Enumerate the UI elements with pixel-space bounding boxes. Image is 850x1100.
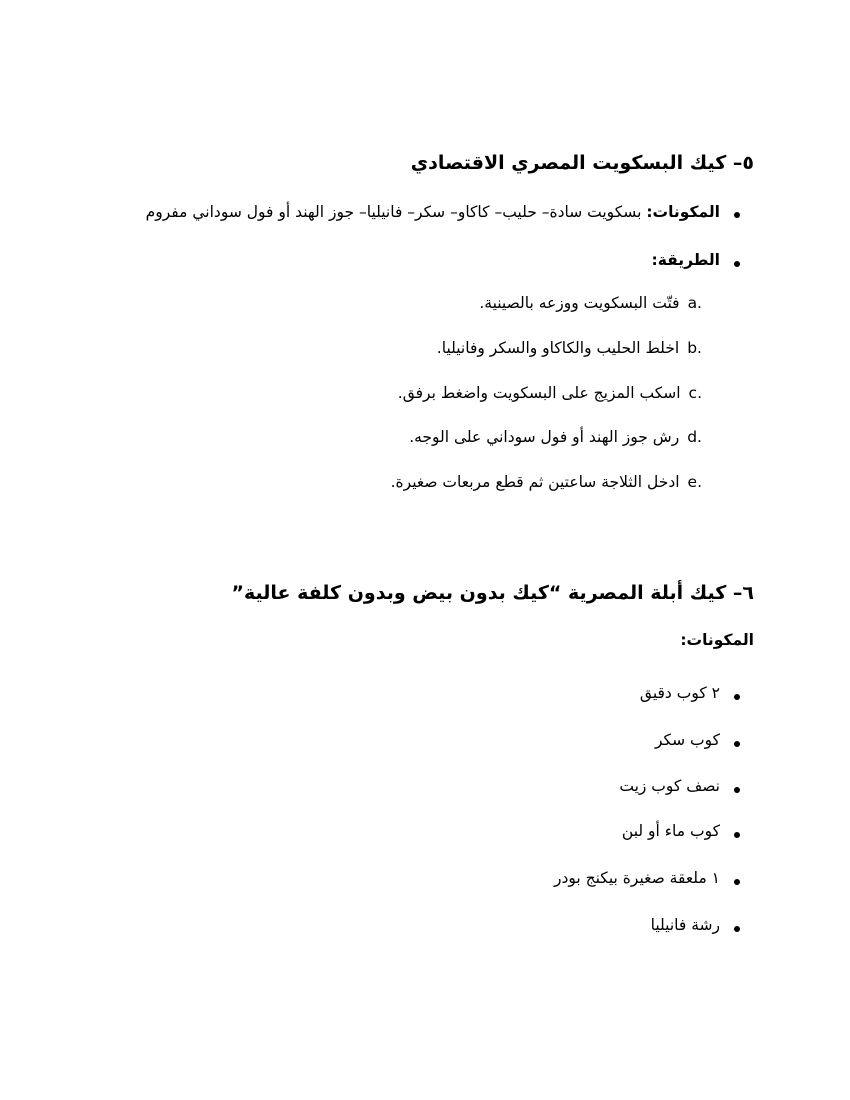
bullet: [734, 212, 740, 218]
method-step: [437, 339, 702, 357]
step-text: فتّت البسكويت ووزعه بالصينية.: [479, 294, 680, 312]
step-marker: e.: [687, 473, 702, 491]
ingredient-item: نصف كوب زيت: [619, 777, 720, 795]
step-text: ادخل الثلاجة ساعتين ثم قطع مربعات صغيرة.: [390, 473, 680, 491]
ingredients-label: المكونات:: [646, 203, 720, 221]
step-text: اخلط الحليب والكاكاو والسكر وفانيليا.: [436, 339, 680, 357]
step-text: رش جوز الهند أو فول سوداني على الوجه.: [409, 428, 680, 446]
bullet: [734, 741, 740, 747]
ingredient-item: كوب ماء أو لبن: [621, 822, 720, 840]
method-step: [398, 384, 702, 402]
bullet: [734, 832, 740, 838]
section-5-heading: ٥– كيك البسكويت المصري الاقتصادي: [410, 152, 754, 174]
step-marker: d.: [687, 428, 702, 446]
ingredients-line: [146, 203, 720, 221]
method-step: [409, 428, 702, 446]
ingredient-item: كوب سكر: [654, 731, 720, 749]
section-6-heading: ٦– كيك أبلة المصرية “كيك بدون بيض وبدون كلفة عالية”: [231, 582, 754, 604]
bullet: [734, 926, 740, 932]
ingredient-item: ٢ كوب دقيق: [639, 684, 720, 702]
step-marker: a.: [687, 294, 702, 312]
bullet: [734, 879, 740, 885]
bullet: [734, 787, 740, 793]
method-step: [479, 294, 702, 312]
method-label: الطريقة:: [651, 251, 720, 269]
section-6-ingredients-label: المكونات:: [680, 631, 754, 649]
method-step: [391, 473, 702, 491]
bullet: [734, 261, 740, 267]
step-marker: c.: [688, 384, 702, 402]
step-marker: b.: [687, 339, 702, 357]
step-text: اسكب المزيج على البسكويت واضغط برفق.: [397, 384, 681, 402]
ingredient-item: رشة فانيليا: [650, 916, 720, 934]
ingredients-text: بسكويت سادة– حليب– كاكاو– سكر– فانيليا– جوز الهند أو فول سوداني مفروم: [145, 203, 647, 221]
bullet: [734, 694, 740, 700]
ingredient-item: ١ ملعقة صغيرة بيكنج بودر: [553, 869, 720, 887]
